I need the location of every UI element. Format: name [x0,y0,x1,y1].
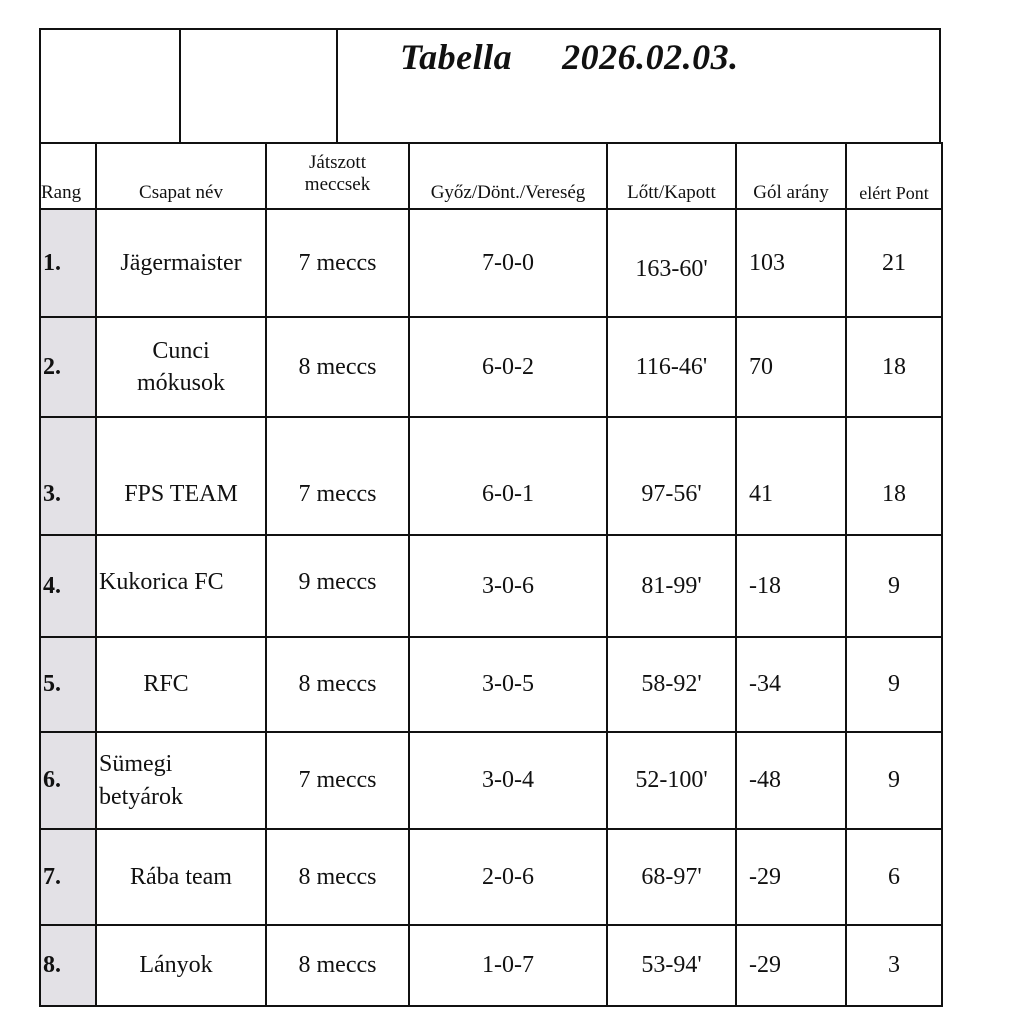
wdl-cell: 7-0-0 [409,209,607,317]
team-cell: RFC [96,637,266,732]
wdl-cell: 3-0-6 [409,535,607,637]
points-cell: 9 [846,535,942,637]
points-cell: 9 [846,732,942,829]
points-cell: 3 [846,925,942,1006]
team-cell: Cunci mókusok [96,317,266,417]
played-cell: 8 meccs [266,317,409,417]
goal-diff-cell: -48 [736,732,846,829]
title-text: Tabella [400,37,513,77]
played-cell: 8 meccs [266,637,409,732]
rank-cell: 7. [40,829,96,925]
table-row [40,535,942,637]
rank-cell: 3. [40,417,96,535]
column-header-diff: Gól arány [736,143,846,209]
column-header-goals: Lőtt/Kapott [607,143,736,209]
header-row [40,143,942,209]
points-cell: 9 [846,637,942,732]
goal-diff-cell: 103 [736,209,846,317]
goals-cell: 58-92' [607,637,736,732]
column-header-wdl: Győz/Dönt./Vereség [409,143,607,209]
header-divider [179,30,181,142]
table-row [40,317,942,417]
standings-table [39,142,943,1007]
played-cell: 7 meccs [266,417,409,535]
table-row [40,925,942,1006]
goals-cell: 53-94' [607,925,736,1006]
goals-cell: 97-56' [607,417,736,535]
goal-diff-cell: 70 [736,317,846,417]
table-row [40,732,942,829]
wdl-cell: 6-0-1 [409,417,607,535]
goal-diff-cell: -29 [736,925,846,1006]
played-cell: 7 meccs [266,732,409,829]
table-row [40,417,942,535]
rank-cell: 6. [40,732,96,829]
points-cell: 18 [846,417,942,535]
played-cell: 8 meccs [266,925,409,1006]
title-date: 2026.02.03. [562,37,739,77]
goals-cell: 116-46' [607,317,736,417]
wdl-cell: 1-0-7 [409,925,607,1006]
goals-cell: 81-99' [607,535,736,637]
played-cell: 7 meccs [266,209,409,317]
rank-cell: 5. [40,637,96,732]
played-cell: 8 meccs [266,829,409,925]
points-cell: 18 [846,317,942,417]
wdl-cell: 2-0-6 [409,829,607,925]
goal-diff-cell: 41 [736,417,846,535]
team-cell: Lányok [96,925,266,1006]
goal-diff-cell: -34 [736,637,846,732]
goal-diff-cell: -29 [736,829,846,925]
goals-cell: 52-100' [607,732,736,829]
played-cell: 9 meccs [266,535,409,637]
column-header-team: Csapat név [96,143,266,209]
team-cell: Jägermaister [96,209,266,317]
page-title [400,36,739,78]
wdl-cell: 3-0-4 [409,732,607,829]
rank-cell: 4. [40,535,96,637]
points-cell: 21 [846,209,942,317]
header-divider [336,30,338,142]
column-header-rank: Rang [40,143,96,209]
wdl-cell: 3-0-5 [409,637,607,732]
rank-cell: 1. [40,209,96,317]
table-row [40,829,942,925]
rank-cell: 8. [40,925,96,1006]
points-cell: 6 [846,829,942,925]
goal-diff-cell: -18 [736,535,846,637]
team-cell: Sümegi betyárok [96,732,266,829]
team-cell: Kukorica FC [96,535,266,637]
column-header-points: elért Pont [846,143,942,209]
column-header-played-text: Játszott meccsek [304,152,371,195]
table-row [40,209,942,317]
goals-cell: 68-97' [607,829,736,925]
goals-cell: 163-60' [607,209,736,317]
team-cell: Rába team [96,829,266,925]
column-header-played [266,143,409,209]
rank-cell: 2. [40,317,96,417]
wdl-cell: 6-0-2 [409,317,607,417]
team-cell: FPS TEAM [96,417,266,535]
table-row [40,637,942,732]
